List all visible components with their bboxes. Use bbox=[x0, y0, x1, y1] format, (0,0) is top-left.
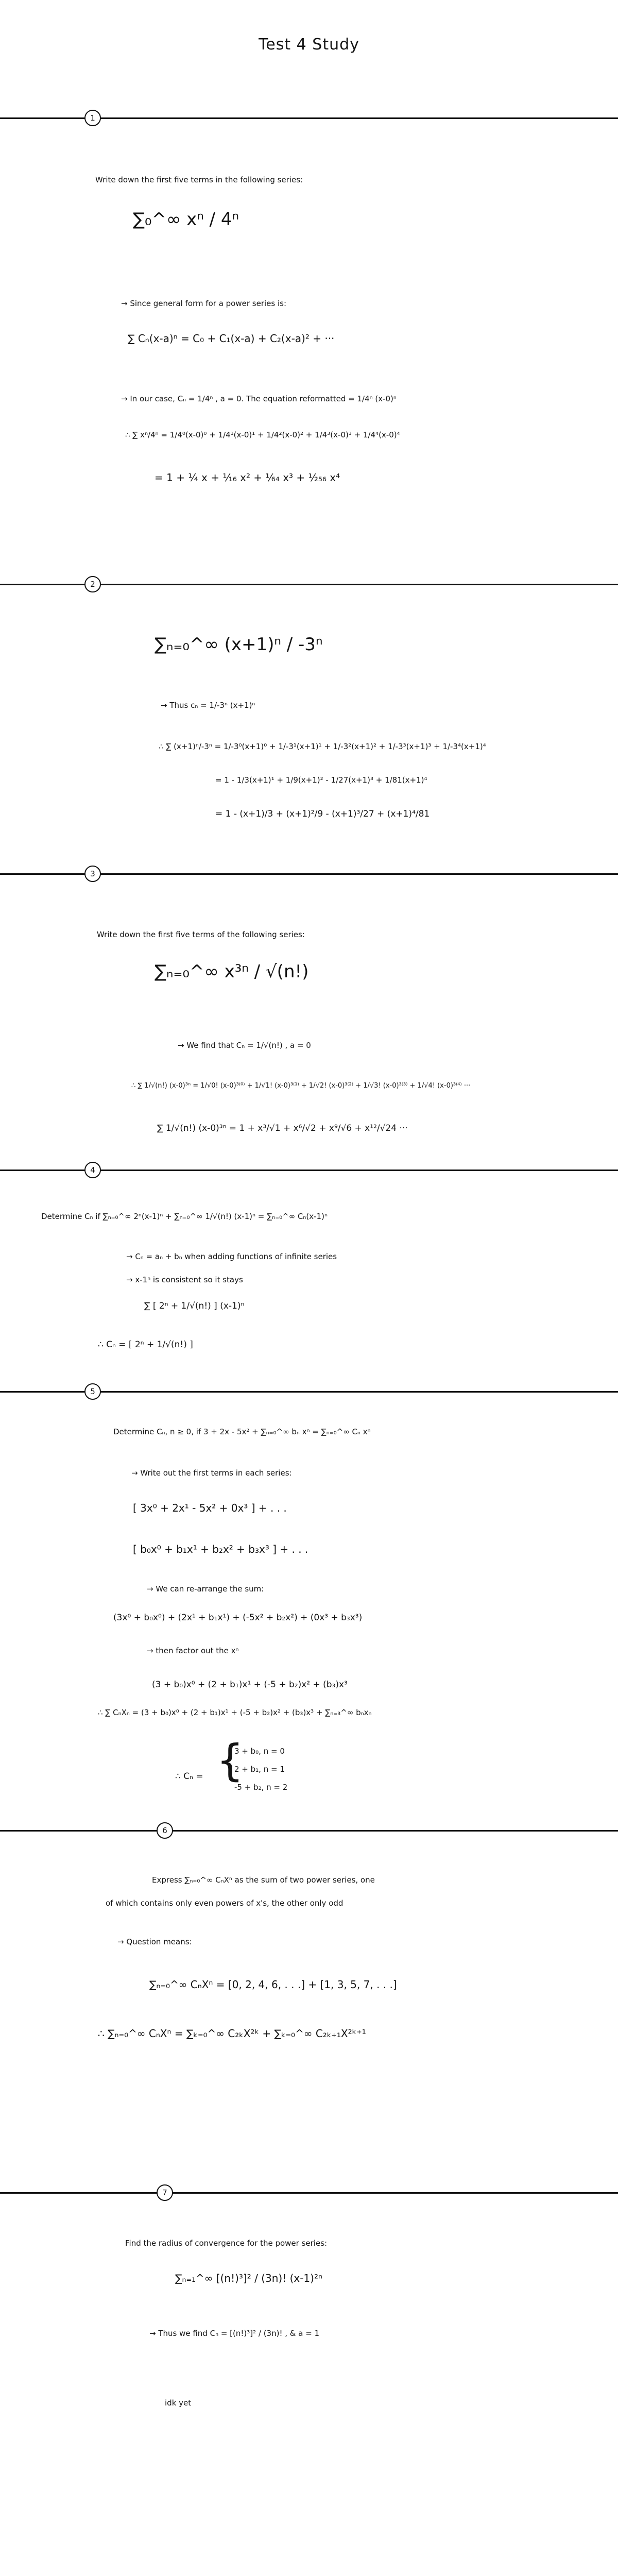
series-expression: ∑ₙ₌₀^∞ x³ⁿ / √(n!) bbox=[154, 961, 309, 982]
work-line: ∴ ∑ 1/√(n!) (x-0)³ⁿ = 1/√0! (x-0)³⁽⁰⁾ + 1/√1! (x-0)³⁽¹⁾ + 1/√2! (x-0)³⁽²⁾ + 1/√3! (x-0)³⁽³⁾ + 1/√4! (x-0)³⁽⁴⁾ ··· bbox=[131, 1082, 471, 1090]
section-number-badge: 1 bbox=[84, 110, 101, 126]
work-line: → We can re-arrange the sum: bbox=[147, 1584, 264, 1594]
work-line: → We find that Cₙ = 1/√(n!) , a = 0 bbox=[178, 1041, 311, 1050]
work-line: ∴ ∑ xⁿ/4ⁿ = 1/4⁰(x-0)⁰ + 1/4¹(x-0)¹ + 1/4²(x-0)² + 1/4³(x-0)³ + 1/4⁴(x-0)⁴ bbox=[125, 430, 400, 439]
cases-label: ∴ Cₙ = bbox=[175, 1771, 203, 1782]
case-line: -5 + b₂, n = 2 bbox=[234, 1783, 288, 1792]
work-line: ∴ Cₙ = [ 2ⁿ + 1/√(n!) ] bbox=[98, 1340, 193, 1350]
work-line: (3 + b₀)x⁰ + (2 + b₁)x¹ + (-5 + b₂)x² + (b₃)x³ bbox=[152, 1680, 348, 1690]
work-line: → Thus we find Cₙ = [(n!)³]² / (3n)! , & a = 1 bbox=[149, 2329, 320, 2338]
question-text: of which contains only even powers of x's, the other only odd bbox=[106, 1899, 344, 1908]
work-line: → Cₙ = aₙ + bₙ when adding functions of infinite series bbox=[126, 1252, 337, 1261]
work-line: [ b₀x⁰ + b₁x¹ + b₂x² + b₃x³ ] + . . . bbox=[133, 1543, 308, 1555]
section-number-badge: 3 bbox=[84, 866, 101, 882]
question-text: Express ∑ₙ₌₀^∞ CₙXⁿ as the sum of two power series, one bbox=[152, 1875, 375, 1885]
case-line: 2 + b₁, n = 1 bbox=[234, 1765, 285, 1774]
work-line: (3x⁰ + b₀x⁰) + (2x¹ + b₁x¹) + (-5x² + b₂x²) + (0x³ + b₃x³) bbox=[113, 1613, 363, 1623]
work-line: ∑ₙ₌₀^∞ CₙXⁿ = [0, 2, 4, 6, . . .] + [1, 3, 5, 7, . . .] bbox=[149, 1978, 397, 1991]
question-text: Determine Cₙ if ∑ₙ₌₀^∞ 2ⁿ(x-1)ⁿ + ∑ₙ₌₀^∞ 1/√(n!) (x-1)ⁿ = ∑ₙ₌₀^∞ Cₙ(x-1)ⁿ bbox=[41, 1212, 328, 1221]
work-line: = 1 - (x+1)/3 + (x+1)²/9 - (x+1)³/27 + (x+1)⁴/81 bbox=[215, 809, 430, 819]
question-text: Find the radius of convergence for the power series: bbox=[125, 2239, 328, 2248]
section-divider bbox=[0, 1830, 618, 1832]
work-line: → In our case, Cₙ = 1/4ⁿ , a = 0. The equation reformatted = 1/4ⁿ (x-0)ⁿ bbox=[121, 394, 397, 403]
series-expression: ∑ₙ₌₀^∞ (x+1)ⁿ / -3ⁿ bbox=[154, 634, 323, 655]
work-line: → Thus cₙ = 1/-3ⁿ (x+1)ⁿ bbox=[161, 701, 255, 710]
question-text: Determine Cₙ, n ≥ 0, if 3 + 2x - 5x² + ∑ₙ₌₀^∞ bₙ xⁿ = ∑ₙ₌₀^∞ Cₙ xⁿ bbox=[113, 1427, 371, 1436]
section-number-badge: 2 bbox=[84, 576, 101, 592]
page-title: Test 4 Study bbox=[259, 36, 359, 54]
case-line: 3 + b₀, n = 0 bbox=[234, 1747, 285, 1756]
series-expression: ∑₀^∞ xⁿ / 4ⁿ bbox=[133, 209, 239, 230]
section-number-badge: 4 bbox=[84, 1162, 101, 1178]
work-line: ∑ 1/√(n!) (x-0)³ⁿ = 1 + x³/√1 + x⁶/√2 + x⁹/√6 + x¹²/√24 ··· bbox=[157, 1123, 408, 1133]
work-line: → then factor out the xⁿ bbox=[147, 1646, 239, 1655]
cases-brace: { bbox=[216, 1735, 244, 1786]
work-line: = 1 + ¼ x + ¹⁄₁₆ x² + ¹⁄₆₄ x³ + ¹⁄₂₅₆ x⁴ bbox=[154, 471, 340, 484]
work-line: → Write out the first terms in each series: bbox=[131, 1468, 292, 1478]
work-line: ∑ Cₙ(x-a)ⁿ = C₀ + C₁(x-a) + C₂(x-a)² + ··· bbox=[128, 332, 335, 345]
question-text: Write down the first five terms in the following series: bbox=[95, 175, 303, 184]
work-line: ∴ ∑ CₙXₙ = (3 + b₀)x⁰ + (2 + b₁)x¹ + (-5 + b₂)x² + (b₃)x³ + ∑ₙ₌₃^∞ bₙxₙ bbox=[98, 1708, 372, 1717]
work-line: = 1 - 1/3(x+1)¹ + 1/9(x+1)² - 1/27(x+1)³ + 1/81(x+1)⁴ bbox=[215, 775, 427, 785]
work-line: ∑ [ 2ⁿ + 1/√(n!) ] (x-1)ⁿ bbox=[144, 1301, 245, 1311]
work-line: → Question means: bbox=[117, 1937, 192, 1946]
section-divider bbox=[0, 2192, 618, 2194]
work-line: → x-1ⁿ is consistent so it stays bbox=[126, 1275, 243, 1284]
section-number-badge: 6 bbox=[157, 1822, 173, 1839]
work-line: [ 3x⁰ + 2x¹ - 5x² + 0x³ ] + . . . bbox=[133, 1502, 287, 1514]
work-line: → Since general form for a power series is: bbox=[121, 299, 287, 308]
work-line: ∴ ∑ₙ₌₀^∞ CₙXⁿ = ∑ₖ₌₀^∞ C₂ₖX²ᵏ + ∑ₖ₌₀^∞ C₂ₖ₊₁X²ᵏ⁺¹ bbox=[98, 2027, 366, 2040]
section-number-badge: 5 bbox=[84, 1383, 101, 1400]
note-text: idk yet bbox=[165, 2398, 192, 2408]
work-line: ∴ ∑ (x+1)ⁿ/-3ⁿ = 1/-3⁰(x+1)⁰ + 1/-3¹(x+1)¹ + 1/-3²(x+1)² + 1/-3³(x+1)³ + 1/-3⁴(x+1)⁴ bbox=[159, 742, 486, 751]
section-number-badge: 7 bbox=[157, 2184, 173, 2201]
question-text: Write down the first five terms of the following series: bbox=[97, 930, 305, 939]
series-expression: ∑ₙ₌₁^∞ [(n!)³]² / (3n)! (x-1)²ⁿ bbox=[175, 2272, 322, 2284]
